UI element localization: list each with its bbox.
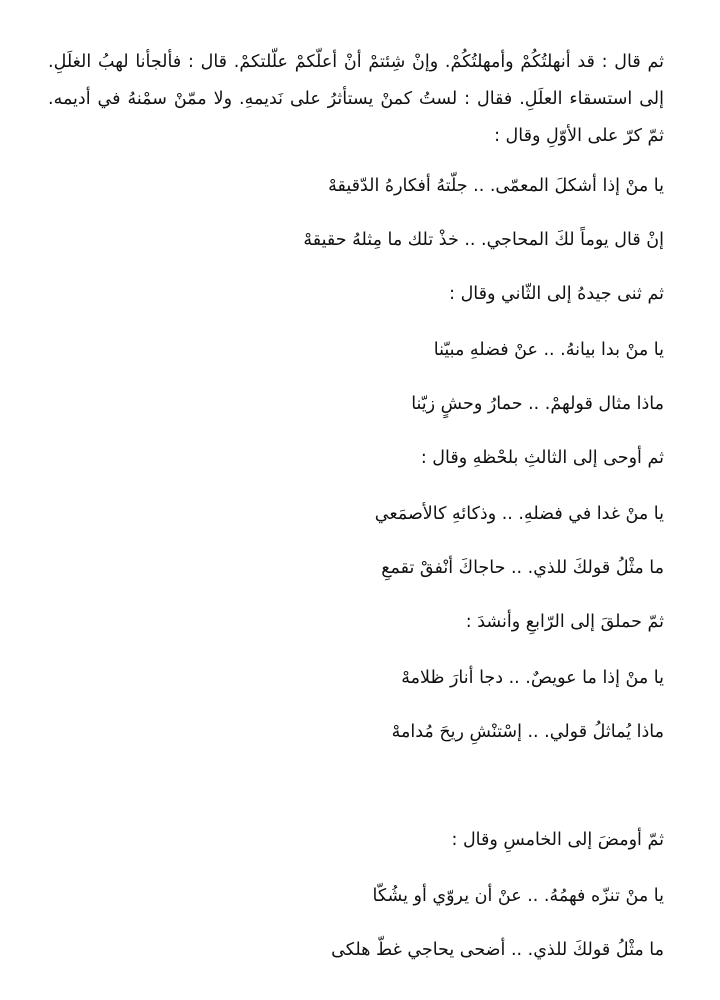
verse-line: يا منْ بدا بيانهُ. .. عنْ فضلهِ مبيّنا: [433, 340, 664, 360]
narration-line: ثم أوحى إلى الثالثِ بلحْظهِ وقال :: [420, 448, 664, 468]
verse-line: يا منْ إذا ما عويصٌ. .. دجا أنارَ ظلامهْ: [401, 668, 664, 688]
intro-paragraph: ثم قال : قد أنهلتُكُمْ وأمهلتُكُمْ. وإنْ شِئتمْ أنْ أعلّكمْ علّلتكمْ. قال : فألجأنا لهبُ الغلَلِ. إلى استسقاء العلَلِ. فقال : لستُ كمنْ يستأثرُ على نَديمهِ. ولا ممّنْ سمْنهُ في أديمه. ثمّ كرّ على الأوّلِ وقال :: [48, 52, 664, 146]
narration-line: ثمّ حملقَ إلى الرّابعِ وأنشدَ :: [465, 612, 664, 632]
verse-line: يا منْ تنزّه فهمُهُ. .. عنْ أن يروّي أو يشُكّا: [372, 886, 664, 906]
verse-line: ماذا يُماثلُ قولي. .. إسْتنْشِ ريحَ مُدامهْ: [391, 722, 664, 742]
narration-line: ثمّ أومضَ إلى الخامسِ وقال :: [451, 830, 664, 850]
narration-line: ثم ثنى جيدهُ إلى الثّاني وقال :: [449, 284, 664, 304]
verse-line: ما مثْلُ قولكَ للذي. .. حاجاكَ أنْفقْ تقمعِ: [381, 558, 664, 578]
verse-line: يا منْ غدا في فضلهِ. .. وذكائهِ كالأصمَعي: [374, 504, 664, 524]
verse-line: ما مثْلُ قولكَ للذي. .. أضحى يحاجي غطّ هلكى: [331, 940, 664, 960]
verse-line: يا منْ إذا أشكلَ المعمّى. .. جلّتهُ أفكارهُ الدّقيقهْ: [328, 176, 664, 196]
verse-line: ماذا مثال قولهمْ. .. حمارُ وحشٍ زيّنا: [411, 394, 664, 414]
verse-line: إنْ قال يوماً لكَ المحاجي. .. خذْ تلك ما مِثلهُ حقيقهْ: [303, 230, 664, 250]
